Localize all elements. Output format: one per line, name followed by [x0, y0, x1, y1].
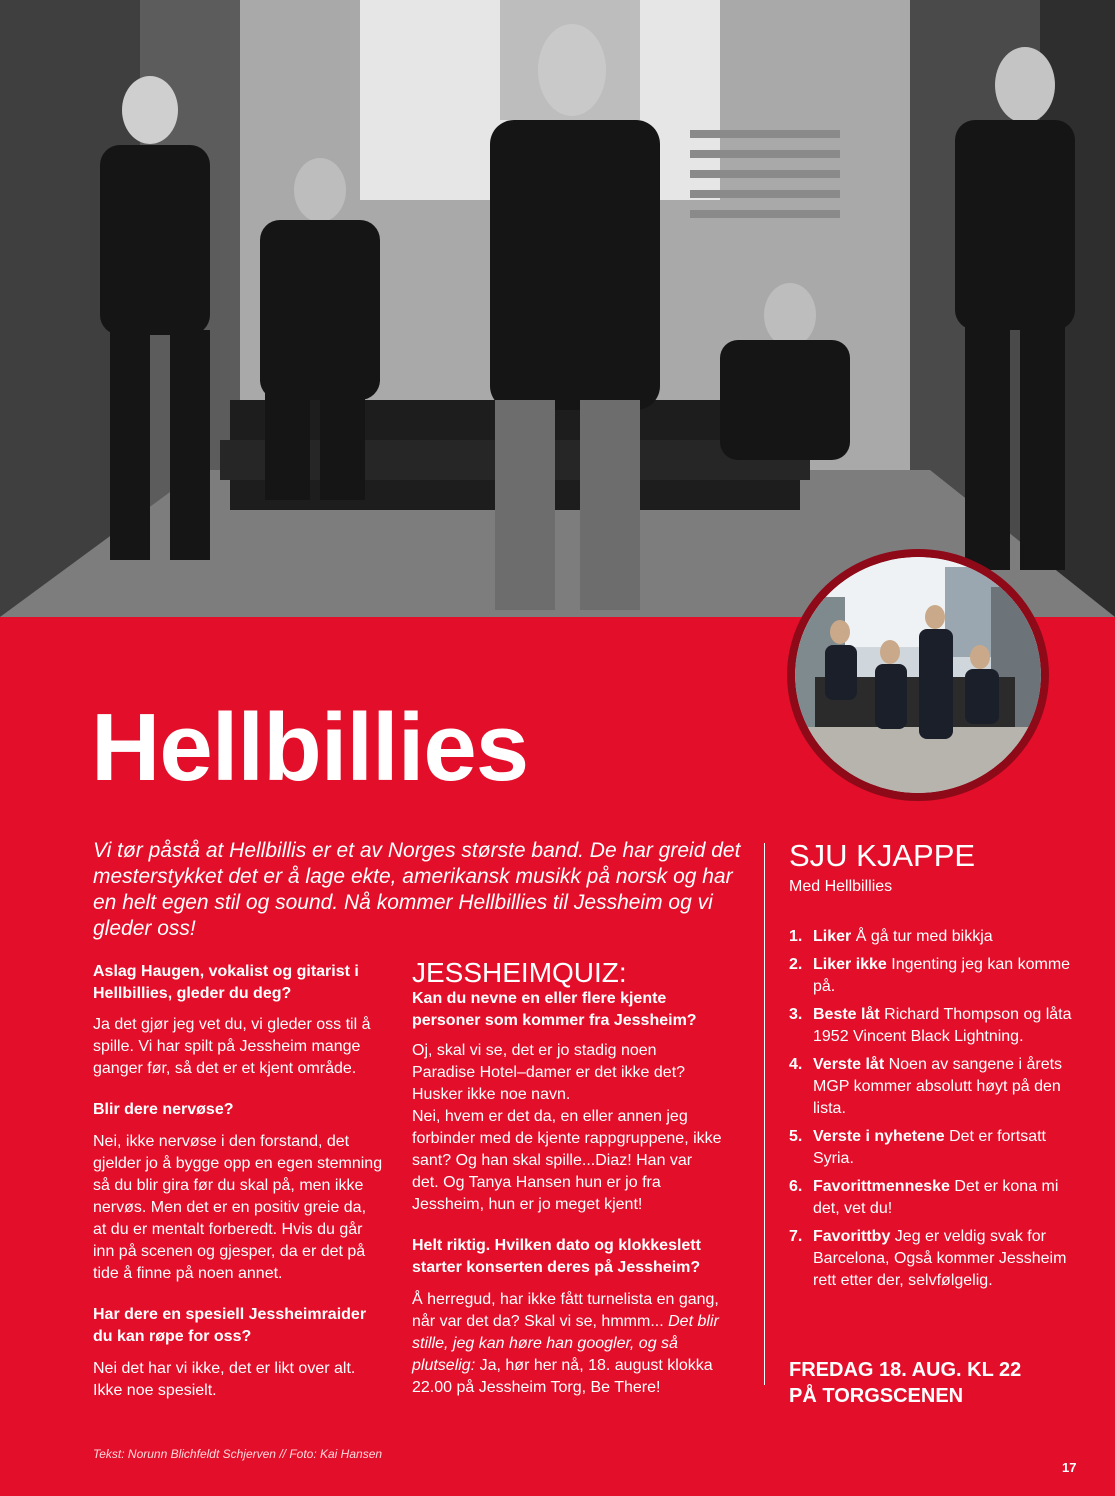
inset-photo — [787, 549, 1049, 801]
quiz-answer-narration: Det blir stille, jeg kan høre han googler, og så plutselig: — [412, 1313, 719, 1374]
list-item: 1. Liker Å gå tur med bikkja — [789, 928, 993, 945]
item-text: Å gå tur med bikkja — [851, 928, 993, 945]
sidebar-divider — [764, 843, 765, 1385]
list-item: 7. Favorittby Jeg er veldig svak for Barcelona, Også kommer Jessheim rett etter der, selvfølgelig. — [789, 1228, 1067, 1289]
item-label: Liker ikke — [813, 956, 887, 973]
list-item: 4. Verste låt Noen av sangene i årets MGP kommer absolutt høyt på den lista. — [789, 1056, 1063, 1117]
item-label: Favorittmenneske — [813, 1178, 950, 1195]
band-photo — [0, 0, 1115, 617]
article-intro: Vi tør påstå at Hellbillis er et av Norges største band. De har greid det mesterstykket det er å lage ekte, amerikansk musikk på norsk og har en helt egen stil og sound. Nå kommer Hellbillies til Jessheim og vi gleder oss! — [93, 839, 741, 940]
event-info — [789, 1357, 1089, 1409]
item-label: Verste låt — [813, 1056, 885, 1073]
item-text: Det er kona mi det, vet du! — [813, 1178, 1059, 1217]
quiz-question: Helt riktig. Hvilken dato og klokkeslett starter konserten deres på Jessheim? — [412, 1237, 701, 1276]
item-text: Richard Thompson og låta 1952 Vincent Black Lightning. — [813, 1006, 1072, 1045]
quiz-question: Kan du nevne en eller flere kjente personer som kommer fra Jessheim? — [412, 990, 697, 1029]
photo-credit: Tekst: Norunn Blichfeldt Schjerven // Foto: Kai Hansen — [93, 1447, 383, 1461]
item-label: Favorittby — [813, 1228, 891, 1245]
list-item: 2. Liker ikke Ingenting jeg kan komme på. — [789, 956, 1071, 995]
list-item: 5. Verste i nyhetene Det er fortsatt Syria. — [789, 1128, 1046, 1167]
quiz-column — [412, 958, 722, 1399]
item-text: Det er fortsatt Syria. — [813, 1128, 1046, 1167]
band-photo-illustration — [0, 0, 1115, 617]
sidebar-quick-questions — [789, 836, 1089, 1289]
item-text: Noen av sangene i årets MGP kommer absolutt høyt på den lista. — [813, 1056, 1063, 1117]
quiz-answer: Oj, skal vi se, det er jo stadig noen Paradise Hotel–damer er det ikke det? Husker ikke noe navn. — [412, 1042, 686, 1103]
inset-photo-illustration — [795, 557, 1041, 793]
interview-question: Aslag Haugen, vokalist og gitarist i Hellbillies, gleder du deg? — [93, 963, 359, 1002]
item-label: Beste låt — [813, 1006, 880, 1023]
interview-answer: Nei det har vi ikke, det er likt over alt. Ikke noe spesielt. — [93, 1360, 356, 1399]
quiz-answer-text: Å herregud, har ikke fått turnelista en gang, når var det da? Skal vi se, hmmm... — [412, 1291, 719, 1330]
quiz-answer — [412, 1289, 722, 1399]
item-label: Liker — [813, 928, 852, 945]
article-title: Hellbillies — [91, 694, 529, 801]
quick-questions-list — [789, 926, 1089, 1298]
interview-column — [93, 961, 383, 1402]
interview-answer: Ja det gjør jeg vet du, vi gleder oss til å spille. Vi har spilt på Jessheim mange ganger før, så det er et kjent område. — [93, 1016, 371, 1077]
interview-question: Har dere en spesiell Jessheimraider du kan røpe for oss? — [93, 1306, 367, 1345]
event-date: FREDAG 18. AUG. KL 22 — [789, 1359, 1022, 1381]
item-text: Ingenting jeg kan komme på. — [813, 956, 1071, 995]
list-item: 6. Favorittmenneske Det er kona mi det, vet du! — [789, 1178, 1059, 1217]
item-label: Verste i nyhetene — [813, 1128, 945, 1145]
quiz-answer-end: Ja, hør her nå, 18. august klokka 22.00 på Jessheim Torg, Be There! — [412, 1357, 713, 1396]
list-item: 3. Beste låt Richard Thompson og låta 1952 Vincent Black Lightning. — [789, 1006, 1072, 1045]
item-text: Jeg er veldig svak for Barcelona, Også kommer Jessheim rett etter der, selvfølgelig. — [813, 1228, 1067, 1289]
page-number: 17 — [1062, 1460, 1077, 1475]
quiz-answer-continued: Nei, hvem er det da, en eller annen jeg forbinder med de kjente rappgruppene, ikke sant? Og han skal spille...Diaz! Han var det. Og Tanya Hansen hun er jo fra Jessheim, hun er jo meget kjent! — [412, 1108, 722, 1213]
quiz-title: JESSHEIMQUIZ: — [412, 957, 627, 988]
sidebar-title: SJU KJAPPE — [789, 838, 976, 873]
interview-answer: Nei, ikke nervøse i den forstand, det gjelder jo å bygge opp en egen stemning så du blir gira før du skal på, men ikke nervøs. Men det er en positiv greie da, at du er mentalt forberedt. Hvis du går inn på scenen og gjesper, da er det på tide å finne på noen annet. — [93, 1133, 383, 1282]
interview-question: Blir dere nervøse? — [93, 1101, 234, 1118]
event-venue: PÅ TORGSCENEN — [789, 1385, 964, 1407]
sidebar-subtitle: Med Hellbillies — [789, 878, 893, 895]
